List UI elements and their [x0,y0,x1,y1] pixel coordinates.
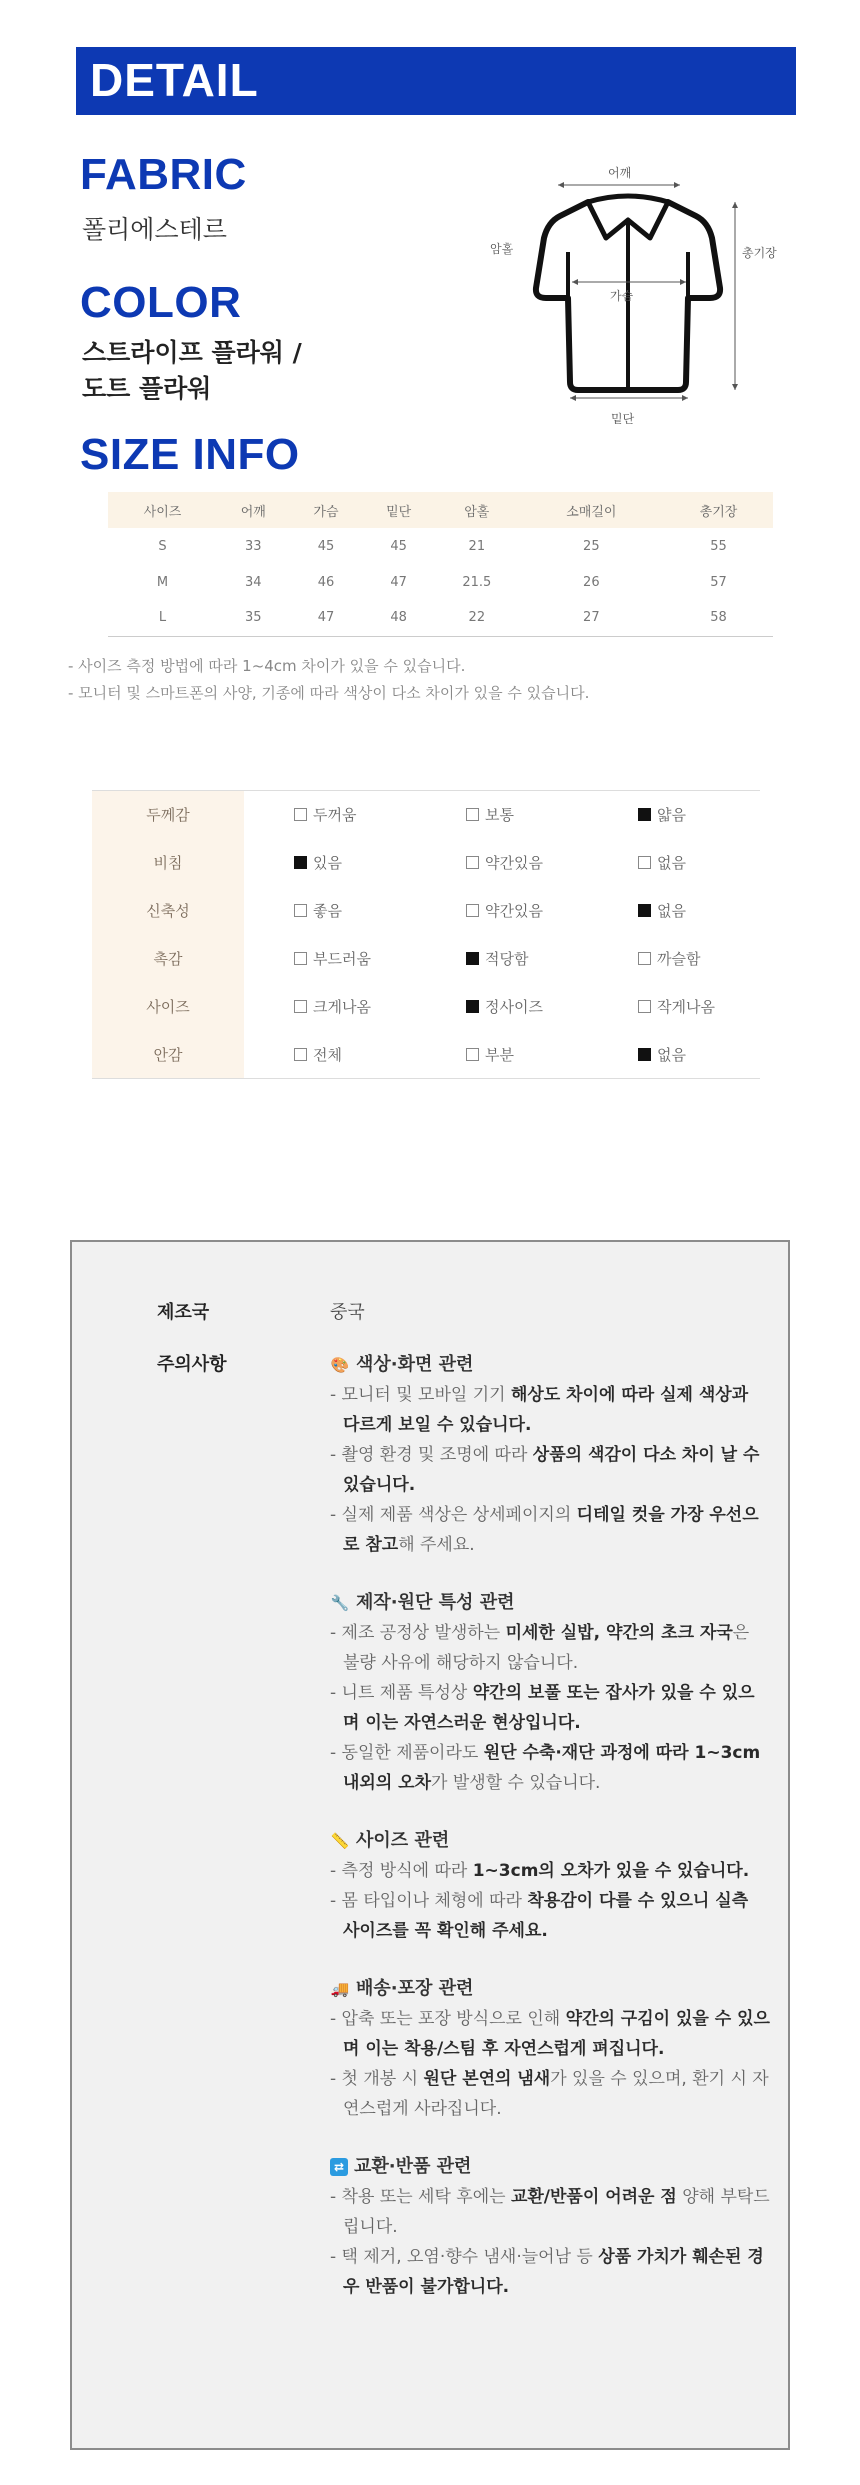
property-option [244,887,416,935]
notice-category [330,1350,770,1560]
property-option [416,887,588,935]
notice-category-title [330,1350,770,1380]
unchecked-box-icon [294,1048,307,1061]
detail-title: DETAIL [90,54,259,106]
property-option [588,839,760,887]
notice-item [330,1738,770,1798]
size-table-cell: 57 [710,574,727,590]
notice-emphasis: 상품의 색감이 다소 차이 날 수 있습니다. [343,1445,760,1495]
size-table-cell: 45 [390,538,407,554]
notice-label: 주의사항 [157,1354,227,1375]
size-table-header: 밑단 [362,492,435,528]
size-table-cell: 34 [245,574,262,590]
unchecked-box-icon [294,952,307,965]
notice-item [330,1678,770,1738]
notice-emphasis: 원단 본연의 냄새 [423,2069,551,2089]
property-name: 사이즈 [92,983,244,1031]
notice-text: - 측정 방식에 따라 [330,1861,473,1881]
notice-text: - 착용 또는 세탁 후에는 [330,2187,511,2207]
color-line: 도트 플라워 [82,374,212,403]
property-option [588,935,760,983]
property-name: 촉감 [92,935,244,983]
option-label: 크게나옴 [313,998,371,1016]
unchecked-box-icon [638,856,651,869]
property-row [92,791,760,839]
option-label: 두꺼움 [313,806,357,825]
diagram-armhole-label: 암홀 [490,242,514,256]
property-name: 비침 [92,839,244,887]
notice-text: - 니트 제품 특성상 [330,1683,473,1703]
notice-text: 양해 부탁드립니다. [343,2187,770,2237]
notice-emphasis: 원단 수축·재단 과정에 따라 1~3cm 내외의 오차 [343,1743,761,1793]
country-label: 제조국 [157,1302,210,1323]
unchecked-box-icon [294,808,307,821]
notice-text: 가 발생할 수 있습니다. [431,1773,601,1793]
note-line: - 모니터 및 스마트폰의 사양, 기종에 따라 색상이 다소 차이가 있을 수 있습니다. [68,684,590,702]
size-table-cell: 25 [583,538,600,554]
option-label: 전체 [313,1045,342,1064]
notice-item [330,1500,770,1560]
notice-emphasis: 1~3cm의 오차가 있을 수 있습니다. [472,1861,750,1881]
ruler-icon: 📏 [330,1832,350,1850]
property-option [588,1031,760,1079]
shirt-size-diagram [490,160,800,440]
property-name: 안감 [92,1031,244,1079]
notice-text: - 촬영 환경 및 조명에 따라 [330,1445,533,1465]
size-table-header: 어깨 [217,492,290,528]
checked-box-icon [638,904,651,917]
option-label: 적당함 [485,950,529,968]
property-row [92,839,760,887]
property-option [244,791,416,839]
notice-text: - 몸 타입이나 체형에 따라 [330,1891,528,1911]
option-label: 얇음 [657,806,686,825]
size-table [108,492,773,637]
unchecked-box-icon [466,856,479,869]
property-option [588,887,760,935]
property-row [92,1031,760,1079]
size-table-row [108,564,773,600]
notice-category-title [330,1826,770,1856]
option-label: 없음 [657,902,686,920]
diagram-hem-label: 밑단 [611,412,635,426]
notice-text: - 제조 공정상 발생하는 [330,1623,506,1643]
checked-box-icon [638,808,651,821]
checked-box-icon [638,1048,651,1061]
notice-category-title [330,2152,770,2182]
property-option [416,839,588,887]
detail-header [76,47,796,115]
notice-category-title [330,1588,770,1618]
size-table-cell: 27 [519,600,664,636]
size-table-row [108,528,773,564]
color-title: COLOR [80,278,242,327]
notice-item [330,2182,770,2242]
size-table-cell: 21.5 [462,574,492,590]
size-table-cell: 26 [583,574,600,590]
color-line: 스트라이프 플라워 / [82,338,302,367]
delivery-truck-icon: 🚚 [330,1980,350,1998]
property-name: 두께감 [92,791,244,839]
notice-text: - 택 제거, 오염·향수 냄새·늘어남 등 [330,2247,599,2267]
option-label: 약간있음 [485,902,543,920]
unchecked-box-icon [294,1000,307,1013]
checked-box-icon [294,856,307,869]
size-table-header: 사이즈 [108,492,217,528]
size-notes [68,653,589,707]
size-table-cell: 35 [217,600,290,636]
notice-text: 은 불량 사유에 해당하지 않습니다. [343,1623,750,1673]
notice-text: 해 주세요. [398,1535,475,1555]
option-label: 까슬함 [657,950,701,968]
size-table-cell: 55 [710,538,727,554]
category-title-text: 제작·원단 특성 관련 [356,1592,515,1613]
notice-list [330,1350,770,2330]
option-label: 좋음 [313,902,342,920]
product-info-box [70,1240,790,2450]
notice-emphasis: 교환/반품이 어려운 점 [510,2187,677,2207]
notice-item [330,1618,770,1678]
notice-emphasis: 디테일 컷을 가장 우선으로 참고 [343,1505,759,1555]
size-table-cell: 48 [362,600,435,636]
notice-item [330,2064,770,2124]
option-label: 부드러움 [313,950,371,968]
property-row [92,935,760,983]
category-title-text: 배송·포장 관련 [356,1978,474,1999]
notice-text: - 첫 개봉 시 [330,2069,424,2089]
category-title-text: 색상·화면 관련 [356,1354,474,1375]
size-table-row [108,600,773,636]
option-label: 있음 [313,854,342,872]
diagram-length-label: 총기장 [742,246,777,260]
unchecked-box-icon [638,952,651,965]
notice-item [330,1886,770,1946]
size-table-cell: 21 [468,538,486,554]
size-table-cell: 45 [317,538,335,554]
option-label: 보통 [485,806,514,825]
option-label: 정사이즈 [485,998,543,1016]
note-line: - 사이즈 측정 방법에 따라 1~4cm 차이가 있을 수 있습니다. [68,657,466,675]
size-info-title: SIZE INFO [80,430,300,479]
size-table-cell: 47 [290,600,363,636]
size-table-cell: 22 [435,600,519,636]
notice-category [330,1588,770,1798]
notice-item [330,1380,770,1440]
diagram-chest-label: 가슴 [610,289,634,303]
size-table-cell: L [108,600,217,636]
size-table-header: 암홀 [435,492,519,528]
notice-emphasis: 해상도 차이에 따라 실제 색상과 다르게 보일 수 있습니다. [343,1385,749,1435]
category-title-text: 사이즈 관련 [356,1830,450,1851]
option-label: 없음 [657,1045,686,1064]
size-table-cell: S [158,538,167,554]
property-option [244,983,416,1031]
unchecked-box-icon [466,808,479,821]
notice-category [330,2152,770,2302]
size-table-header: 소매길이 [519,492,664,528]
notice-text: - 실제 제품 색상은 상세페이지의 [330,1505,577,1525]
option-label: 부분 [485,1045,514,1064]
notice-text: - 압축 또는 포장 방식으로 인해 [330,2009,566,2029]
notice-item [330,1440,770,1500]
country-value: 중국 [330,1302,365,1323]
size-table-cell: 46 [317,574,335,590]
notice-category [330,1826,770,1946]
notice-text: 가 있을 수 있으며, 환기 시 자연스럽게 사라집니다. [343,2069,769,2119]
property-row [92,983,760,1031]
option-label: 약간있음 [485,854,543,872]
notice-text: - 모니터 및 모바일 기기 [330,1385,511,1405]
unchecked-box-icon [466,904,479,917]
wrench-icon: 🔧 [330,1594,350,1612]
notice-item [330,1856,770,1886]
diagram-shoulder-label: 어깨 [608,166,632,180]
property-option [416,791,588,839]
unchecked-box-icon [294,904,307,917]
checked-box-icon [466,1000,479,1013]
size-table-cell: 33 [245,538,262,554]
notice-emphasis: 상품 가치가 훼손된 경우 반품이 불가합니다. [343,2247,764,2297]
option-label: 없음 [657,854,686,872]
notice-category [330,1974,770,2124]
notice-emphasis: 착용감이 다를 수 있으니 실측 사이즈를 꼭 확인해 주세요. [343,1891,749,1941]
notice-emphasis: 약간의 구김이 있을 수 있으며 이는 착용/스팀 후 자연스럽게 펴집니다. [343,2009,770,2059]
notice-item [330,2242,770,2302]
shirt-illustration [490,160,800,440]
notice-item [330,2004,770,2064]
unchecked-box-icon [638,1000,651,1013]
color-value [82,335,302,407]
category-title-text: 교환·반품 관련 [354,2156,472,2177]
property-option [588,791,760,839]
property-option [244,839,416,887]
size-table-cell: 58 [664,600,773,636]
property-row [92,887,760,935]
notice-category-title [330,1974,770,2004]
notice-text: - 동일한 제품이라도 [330,1743,484,1763]
property-option [244,935,416,983]
notice-emphasis: 미세한 실밥, 약간의 초크 자국 [505,1623,733,1643]
size-table-header: 가슴 [290,492,363,528]
option-label: 작게나옴 [657,998,715,1016]
unchecked-box-icon [466,1048,479,1061]
notice-emphasis: 약간의 보풀 또는 잡사가 있을 수 있으며 이는 자연스러운 현상입니다. [343,1683,755,1733]
palette-icon: 🎨 [330,1356,350,1374]
property-option [588,983,760,1031]
property-option [416,983,588,1031]
fabric-value: 폴리에스테르 [82,215,227,244]
fabric-title: FABRIC [80,150,247,199]
size-table-cell: 47 [390,574,407,590]
fabric-properties-table [92,790,760,1079]
size-table-header: 총기장 [664,492,773,528]
property-option [416,1031,588,1079]
size-table-cell: M [156,574,169,590]
property-option [244,1031,416,1079]
property-option [416,935,588,983]
property-name: 신축성 [92,887,244,935]
exchange-icon: ⇄ [330,2158,348,2176]
checked-box-icon [466,952,479,965]
